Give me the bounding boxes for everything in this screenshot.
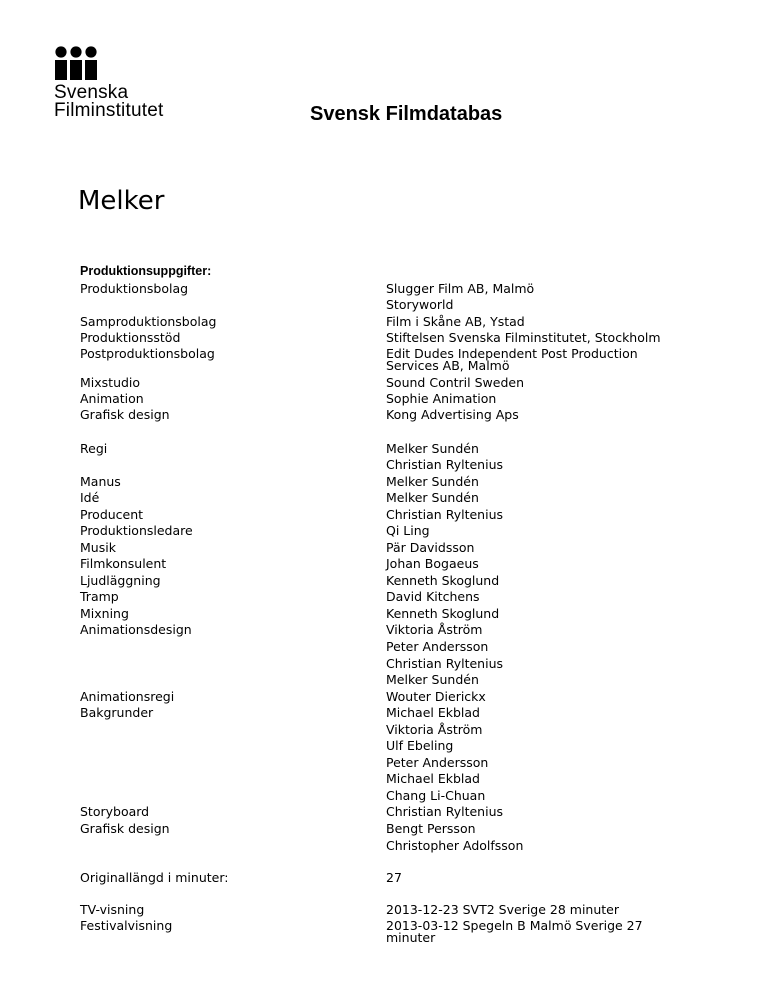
credit-role: Mixstudio (80, 375, 141, 390)
credit-role: Animation (80, 391, 144, 406)
credit-value: Michael Ekblad (386, 771, 480, 786)
credit-value: Viktoria Åström (386, 622, 483, 637)
credit-value: Melker Sundén (386, 441, 479, 456)
credit-value: Sound Contril Sweden (386, 375, 524, 390)
credit-role: Produktionsledare (80, 523, 193, 538)
credit-role: Manus (80, 474, 121, 489)
logo-line-1: Svenska (54, 82, 129, 103)
credit-value: Johan Bogaeus (386, 556, 479, 571)
credit-value: Wouter Dierickx (386, 689, 486, 704)
credit-value: Christian Ryltenius (386, 656, 503, 671)
credit-value: David Kitchens (386, 589, 480, 604)
svenska-filminstitutet-logo (54, 46, 194, 126)
credit-role: Produktionsbolag (80, 281, 189, 296)
credit-role: Festivalvisning (80, 918, 173, 933)
credit-role: Bakgrunder (80, 705, 154, 720)
credit-role: Originallängd i minuter: (80, 870, 229, 885)
credit-value: Melker Sundén (386, 474, 479, 489)
logo-line-2: Filminstitutet (54, 100, 164, 121)
credit-value: Kong Advertising Aps (386, 407, 519, 422)
credit-role: Tramp (80, 589, 119, 604)
credit-value: Bengt Persson (386, 821, 476, 836)
credit-role: Animationsregi (80, 689, 175, 704)
credit-role: Produktionsstöd (80, 330, 181, 345)
credit-value: Ulf Ebeling (386, 738, 454, 753)
credit-value: Christian Ryltenius (386, 804, 503, 819)
credit-value: Sophie Animation (386, 391, 497, 406)
credit-value: Christian Ryltenius (386, 457, 503, 472)
credit-role: Idé (80, 490, 100, 505)
credit-role: Storyboard (80, 804, 150, 819)
credit-value: Kenneth Skoglund (386, 606, 500, 621)
credit-role: Producent (80, 507, 144, 522)
credit-value: Film i Skåne AB, Ystad (386, 314, 525, 329)
credit-role: TV-visning (80, 902, 145, 917)
credit-role: Filmkonsulent (80, 556, 167, 571)
film-title: Melker (78, 186, 165, 216)
credit-value: Peter Andersson (386, 755, 489, 770)
credit-role: Animationsdesign (80, 622, 192, 637)
credit-value: Slugger Film AB, Malmö (386, 281, 535, 296)
credit-role: Ljudläggning (80, 573, 161, 588)
credit-value: Melker Sundén (386, 490, 479, 505)
credit-value: Storyworld (386, 297, 454, 312)
credit-role: Regi (80, 441, 108, 456)
credit-value: 27 (386, 870, 402, 885)
logo-figures-icon (54, 46, 104, 82)
credit-role: Grafisk design (80, 407, 170, 422)
section-heading: Produktionsuppgifter: (80, 264, 212, 278)
credit-value: Christopher Adolfsson (386, 838, 524, 853)
credit-role: Grafisk design (80, 821, 170, 836)
credit-role: Musik (80, 540, 116, 555)
logo-text (54, 84, 163, 120)
credit-value: 2013-12-23 SVT2 Sverige 28 minuter (386, 902, 620, 917)
credit-value: Stiftelsen Svenska Filminstitutet, Stockholm (386, 330, 661, 345)
credit-value: Edit Dudes Independent Post Production Services AB, Malmö (386, 346, 638, 373)
credit-value: Kenneth Skoglund (386, 573, 500, 588)
credit-value: Christian Ryltenius (386, 507, 503, 522)
credit-value: Peter Andersson (386, 639, 489, 654)
credit-role: Mixning (80, 606, 129, 621)
credit-role: Samproduktionsbolag (80, 314, 217, 329)
credit-value: 2013-03-12 Spegeln B Malmö Sverige 27 minuter (386, 918, 643, 945)
credit-value: Qi Ling (386, 523, 430, 538)
site-title: Svensk Filmdatabas (310, 103, 503, 125)
credit-value: Chang Li-Chuan (386, 788, 486, 803)
credit-value: Viktoria Åström (386, 722, 483, 737)
credit-value: Melker Sundén (386, 672, 479, 687)
credit-value: Pär Davidsson (386, 540, 475, 555)
credit-value: Michael Ekblad (386, 705, 480, 720)
credit-role: Postproduktionsbolag (80, 346, 215, 361)
